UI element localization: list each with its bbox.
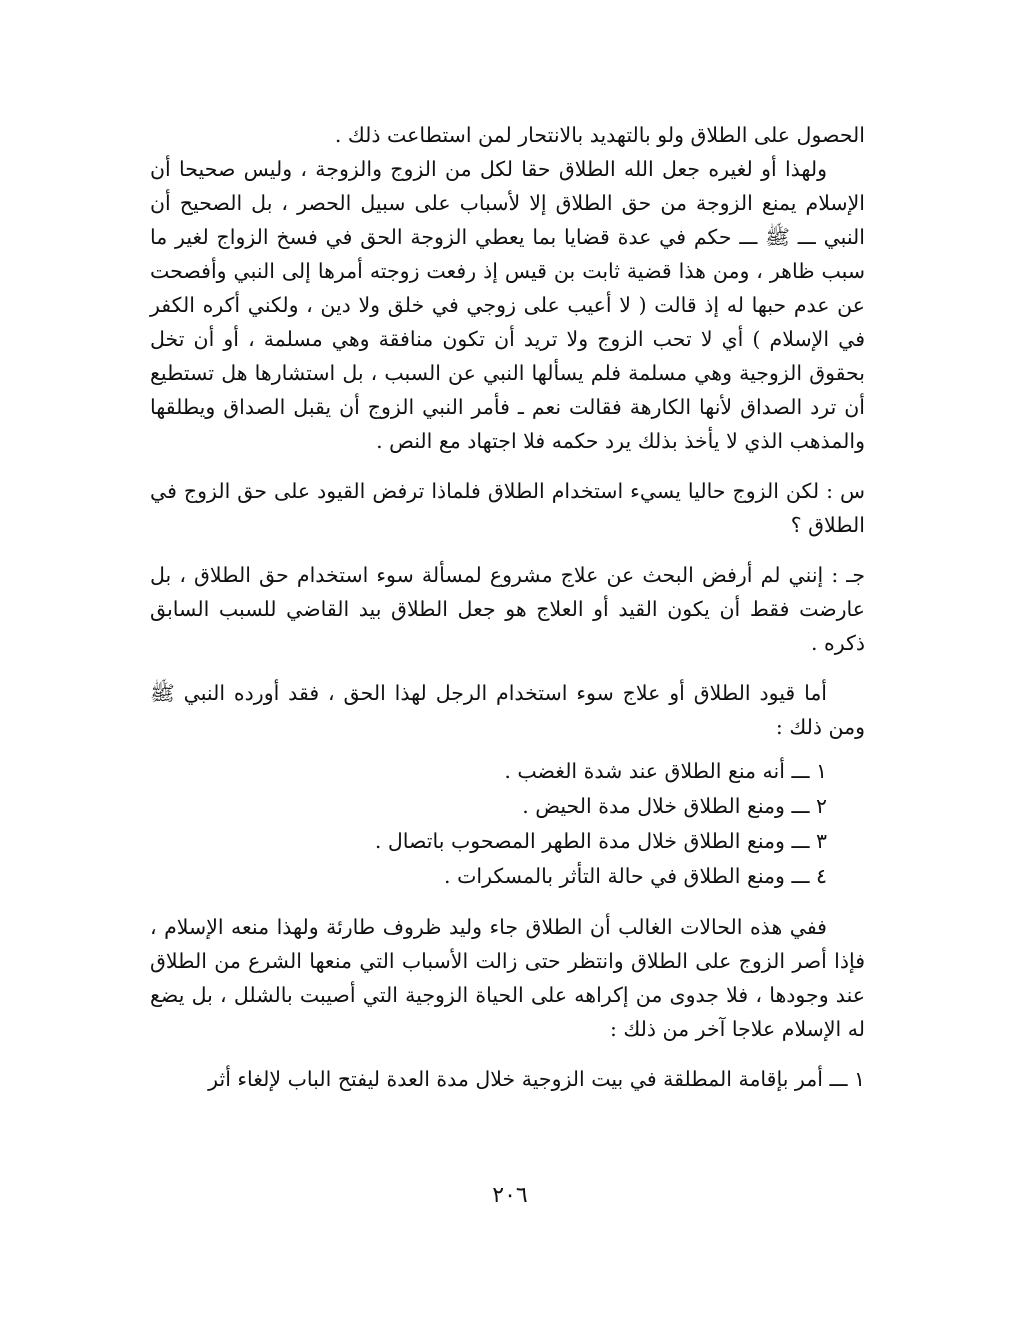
list-item: ١ ـــ أنه منع الطلاق عند شدة الغضب . (504, 759, 827, 783)
paragraph-conclusion: ففي هذه الحالات الغالب أن الطلاق جاء وليد ظروف طارئة ولهذا منعه الإسلام ، فإذا أصر الزوج على الطلاق وانتظر حتى زالت الأسباب التي منعها الشرع من الطلاق عند وجودها ، فلا جدوى من إكراهه على الحياة الزوجية التي أصيبت بالشلل ، بل يضع له الإسلام علاجا آخر من ذلك : (150, 915, 865, 1041)
page-number: ٢٠٦ (492, 1183, 528, 1208)
paragraph-restrictions-intro: أما قيود الطلاق أو علاج سوء استخدام الرجل لهذا الحق ، فقد أورده النبي ﷺ ومن ذلك : (150, 681, 865, 739)
list-item: ٤ ـــ ومنع الطلاق في حالة التأثر بالمسكرات . (444, 864, 827, 888)
restrictions-list (150, 754, 865, 894)
paragraph-divorce-right: ولهذا أو لغيره جعل الله الطلاق حقا لكل من الزوج والزوجة ، وليس صحيحا أن الإسلام يمنع الزوجة من حق الطلاق إلا لأسباب على سبيل الحصر ، بل الصحيح أن النبي ـــ ﷺ ـــ حكم في عدة قضايا بما يعطي الزوجة الحق في فسخ الزواج لغير ما سبب ظاهر ، ومن هذا قضية ثابت بن قيس إذ رفعت زوجته أمرها إلى النبي وأفصحت عن عدم حبها له إذ قالت ( لا أعيب على زوجي في خلق ولا دين ، ولكني أكره الكفر في الإسلام ) أي لا تحب الزوج ولا تريد أن تكون منافقة وهي مسلمة ، أو أن تخل بحقوق الزوجية وهي مسلمة فلم يسألها النبي عن السبب ، بل استشارها هل تستطيع أن ترد الصداق لأنها الكارهة فقالت نعم ـ فأمر النبي الزوج أن يقبل الصداق ويطلقها والمذهب الذي لا يأخذ بذلك يرد حكمه فلا اجتهاد مع النص . (150, 157, 865, 453)
page-body (150, 118, 865, 1096)
paragraph-continuation: الحصول على الطلاق ولو بالتهديد بالانتحار لمن استطاعت ذلك . (334, 123, 865, 147)
paragraph-answer: جـ : إنني لم أرفض البحث عن علاج مشروع لمسألة سوء استخدام حق الطلاق ، بل عارضت فقط أن يكون القيد أو العلاج هو جعل الطلاق بيد القاضي للسبب السابق ذكره . (150, 563, 865, 655)
paragraph-first-remedy: ١ ـــ أمر بإقامة المطلقة في بيت الزوجية خلال مدة العدة ليفتح الباب لإلغاء أثر (208, 1067, 865, 1091)
list-item: ٣ ـــ ومنع الطلاق خلال مدة الطهر المصحوب باتصال . (374, 829, 827, 853)
list-item: ٢ ـــ ومنع الطلاق خلال مدة الحيض . (522, 794, 827, 818)
paragraph-question: س : لكن الزوج حاليا يسيء استخدام الطلاق فلماذا ترفض القيود على حق الزوج في الطلاق ؟ (150, 479, 865, 537)
